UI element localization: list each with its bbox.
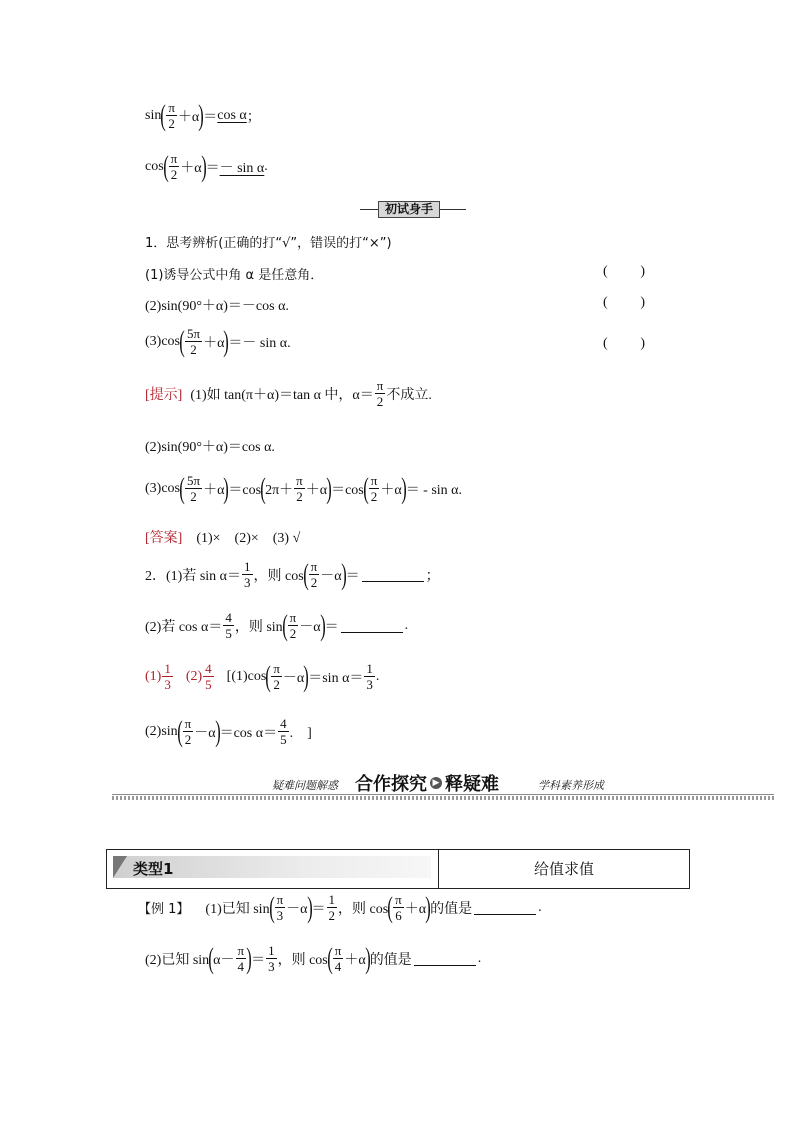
underlined-answer: cos α bbox=[217, 107, 247, 123]
hint-label: [提示] bbox=[145, 387, 183, 403]
hint-line-1: [提示] (1)如 tan(π＋α)＝tan α 中，α＝ $\frac{\pi}{2}$ 不成立. bbox=[145, 378, 432, 409]
formula-cos-pi2-plus: cos ( $\frac{\pi}{2}$ ＋α ) ＝ － sin α . bbox=[145, 149, 268, 183]
answer-blank[interactable] bbox=[474, 900, 536, 915]
type-tag bbox=[113, 856, 431, 878]
section-right-label: 学科素养形成 bbox=[538, 779, 604, 792]
func-text: sin bbox=[145, 107, 162, 123]
answer-paren-1: ( ) bbox=[603, 264, 645, 279]
example-label: 【例 1】 bbox=[138, 902, 190, 917]
underlined-answer: － sin α bbox=[219, 160, 265, 176]
paren-right: ) bbox=[198, 98, 205, 132]
paren-left: ( bbox=[160, 98, 167, 132]
answer-line: [答案] (1)× (2)× (3) √ bbox=[145, 527, 300, 547]
corner-triangle-icon bbox=[113, 856, 127, 878]
formula-sin-pi2-plus: sin ( $\frac{\pi}{2}$ ＋α ) ＝ cos α ； bbox=[145, 98, 261, 132]
section-title: 合作探究 ▶ 释疑难 bbox=[355, 774, 499, 795]
type-label: 类型1 bbox=[133, 860, 174, 878]
answer-blank[interactable] bbox=[362, 567, 424, 582]
answer-label: [答案] bbox=[145, 531, 183, 546]
answer-paren-3: ( ) bbox=[603, 336, 645, 351]
section-badge bbox=[360, 202, 466, 216]
q1-item-2: (2)sin(90°＋α)＝－cos α. bbox=[145, 299, 289, 314]
solution-line-1: (1) $\frac{1}{3}$ (2) $\frac{4}{5}$ [(1)cos ( $\frac{\pi}{2}$ －α ) ＝sin α＝ $\frac{1}{3}$ . bbox=[145, 659, 380, 693]
section-left-label: 疑难问题解惑 bbox=[272, 779, 338, 792]
example-line-2: (2)已知 sin ( α－ $\frac{\pi}{4}$ ) ＝ $\frac{1}{3}$ ，则 cos ( $\frac{\pi}{4}$ ＋α ) 的值是 . bbox=[145, 941, 482, 975]
answer-blank[interactable] bbox=[341, 618, 403, 633]
example-line-1: 【例 1】 (1)已知 sin ( $\frac{\pi}{3}$ －α ) ＝ $\frac{1}{2}$ ，则 cos ( $\frac{\pi}{6}$ ＋α ) 的值是 . bbox=[138, 890, 542, 924]
answer-paren-2: ( ) bbox=[603, 295, 645, 310]
type-title: 给值求值 bbox=[533, 860, 594, 878]
q1-item-3: (3)cos ( $\frac{5\pi}{2}$ ＋α ) ＝－ sin α. bbox=[145, 324, 291, 358]
hint-line-2: (2)sin(90°＋α)＝cos α. bbox=[145, 440, 275, 455]
arrow-right-icon: ▶ bbox=[430, 777, 442, 789]
answer-blank[interactable] bbox=[414, 951, 476, 966]
fraction: $\frac{\pi}{2}$ bbox=[168, 100, 175, 131]
q2-line-2: (2)若 cos α＝ $\frac{4}{5}$ ，则 sin ( $\frac{\pi}{2}$ －α ) ＝ . bbox=[145, 608, 409, 642]
badge-label: 初试身手 bbox=[378, 201, 440, 218]
q2-line-1: 2．(1)若 sin α＝ $\frac{1}{3}$ ，则 cos ( $\frac{\pi}{2}$ －α ) ＝ ； bbox=[145, 557, 440, 591]
hint-line-3: (3)cos ( $\frac{5\pi}{2}$ ＋α ) ＝cos ( 2π＋ $\frac{\pi}{2}$ ＋α ) ＝cos ( $\frac{\pi}{2}$ ＋α ) ＝ - sin α. bbox=[145, 471, 463, 505]
solution-line-2: (2)sin ( $\frac{\pi}{2}$ －α ) ＝cos α＝ $\frac{4}{5}$ . ] bbox=[145, 714, 312, 748]
q1-title: 1．思考辨析(正确的打“√”，错误的打“×”) bbox=[145, 236, 392, 251]
q1-item-1: (1)诱导公式中角 α 是任意角． bbox=[145, 268, 324, 283]
type-header-box bbox=[106, 849, 690, 889]
